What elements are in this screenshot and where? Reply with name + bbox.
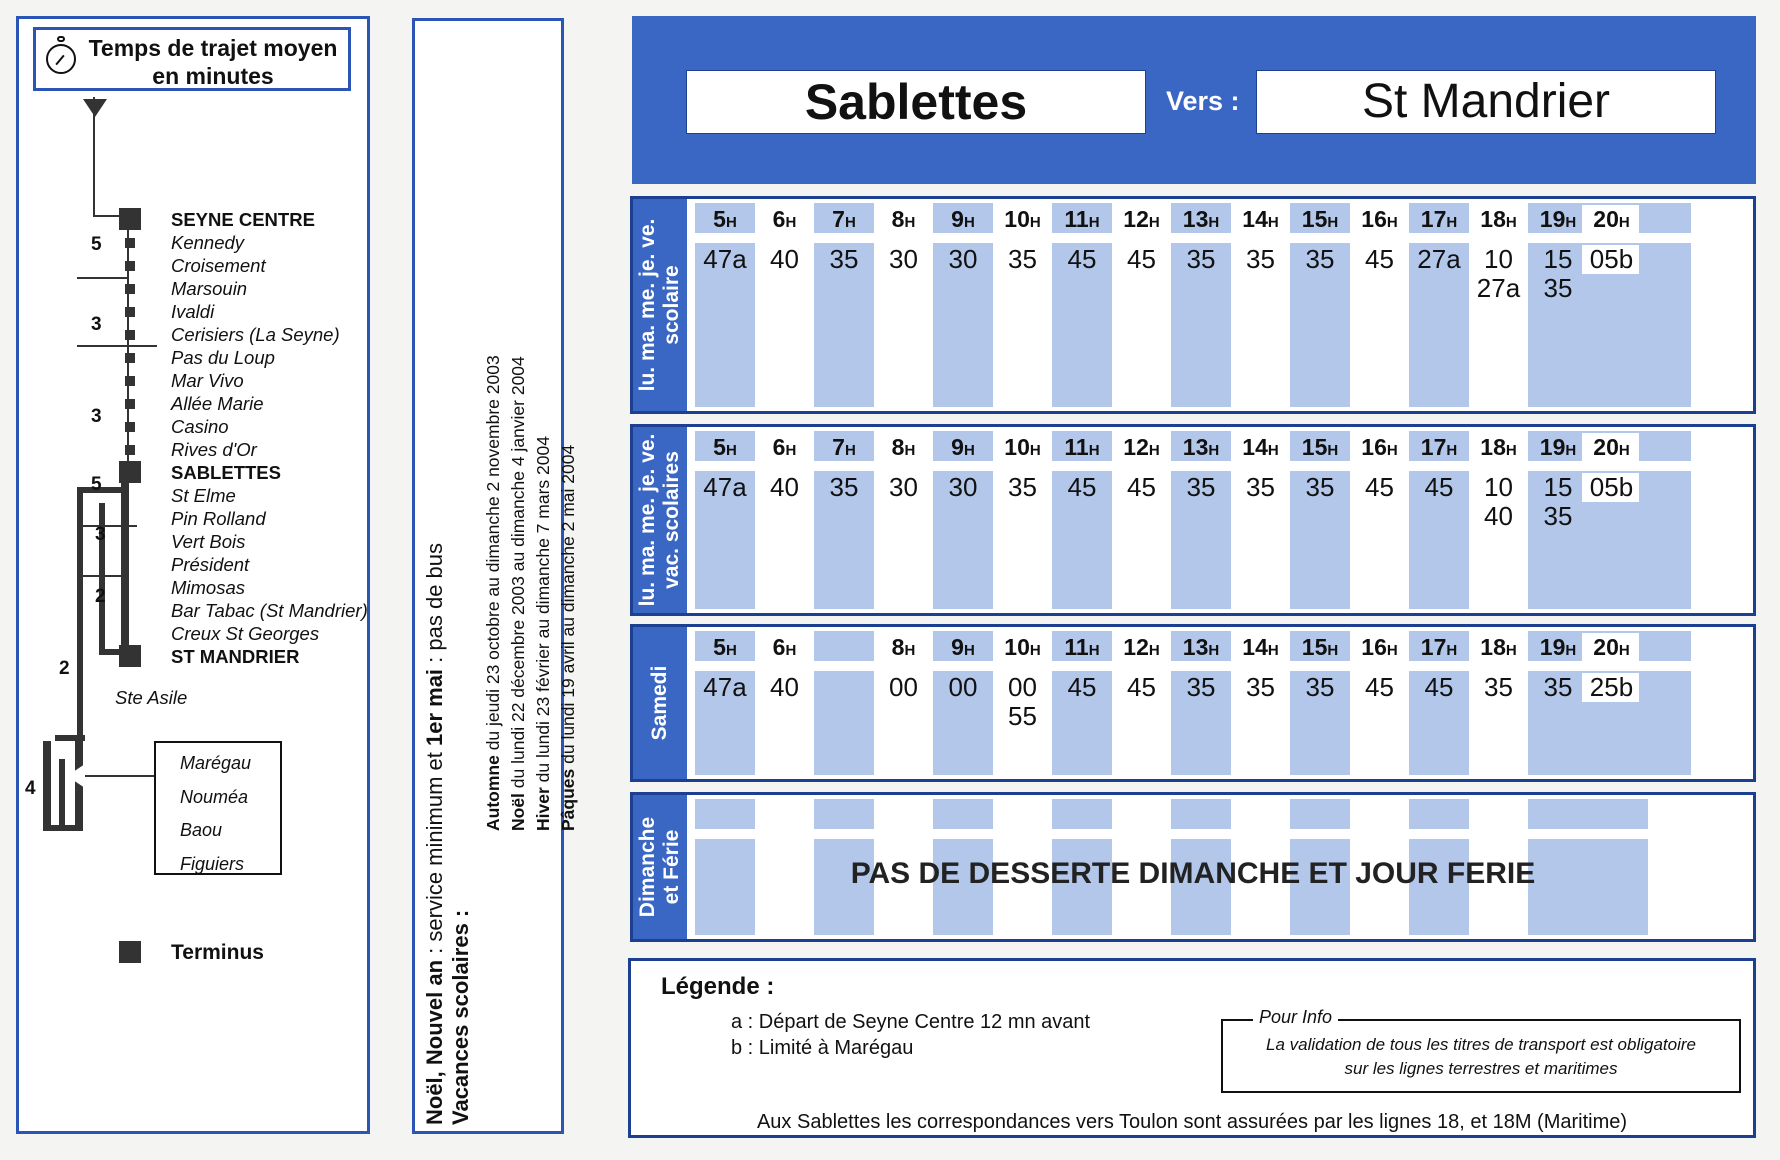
departure-minutes: 47a — [703, 672, 747, 702]
hour-header: 19H — [1539, 206, 1577, 232]
hour-header: 14H — [1242, 206, 1279, 232]
departure-minutes: 45 — [1424, 472, 1454, 502]
hour-header: 17H — [1420, 634, 1458, 660]
notes-panel — [412, 18, 578, 1134]
hour-header: 18H — [1480, 206, 1517, 232]
route-stop: Allée Marie — [171, 393, 264, 414]
row-label-line: scolaire — [660, 265, 683, 345]
branch-stop: Baou — [180, 820, 223, 840]
school-holidays-heading: Vacances scolaires : — [448, 909, 473, 1125]
hour-header: 9H — [951, 634, 975, 660]
route-tick — [77, 525, 137, 527]
route-stop: Marsouin — [171, 278, 248, 299]
departure-minutes: 45 — [1127, 672, 1156, 702]
departure-minutes: 40 — [770, 672, 799, 702]
hour-header: 6H — [772, 634, 797, 660]
holiday-period: Hiver du lundi 23 février au dimanche 7 mars 2004 — [533, 436, 553, 831]
branch-stop: Figuiers — [180, 854, 245, 874]
row-label — [633, 199, 687, 411]
departure-minutes: 47a — [703, 244, 747, 274]
hour-header: 11H — [1064, 206, 1100, 232]
route-stop: Bar Tabac (St Mandrier) — [171, 600, 368, 621]
travel-time-title — [33, 27, 351, 91]
destination-stop: St Mandrier — [1256, 70, 1716, 134]
departure-minutes: 27a — [1417, 244, 1461, 274]
origin-stop: Sablettes — [686, 70, 1146, 134]
travel-duration: 3 — [91, 406, 102, 427]
route-stop: St Elme — [171, 485, 236, 506]
travel-duration: 5 — [91, 234, 102, 255]
vers-label: Vers : — [1166, 86, 1240, 116]
route-stop: Creux St Georges — [171, 623, 320, 644]
legend-a: a : Départ de Seyne Centre 12 mn avant — [731, 1011, 1091, 1033]
hour-header: 7H — [832, 206, 856, 232]
legend-b: b : Limité à Marégau — [731, 1037, 914, 1059]
correspondance-note: Aux Sablettes les correspondances vers Toulon sont assurées par les lignes 18, et 18M (Maritime) — [756, 1111, 1628, 1133]
no-service-text: PAS DE DESSERTE DIMANCHE ET JOUR FERIE — [850, 857, 1536, 890]
schedule-sunday — [630, 792, 1756, 942]
departure-minutes: 00 — [889, 672, 918, 702]
branch-box — [154, 741, 282, 875]
title-line1: Temps de trajet moyen — [88, 35, 338, 61]
departure-minutes: 35 — [1246, 244, 1275, 274]
row-label-line: lu. ma. me. je. ve. — [636, 433, 659, 607]
departure-minutes: 35 — [1008, 244, 1037, 274]
arrow-down-icon — [83, 99, 107, 117]
departure-minutes: 30 — [948, 472, 978, 502]
departure-minutes: 35 — [1008, 472, 1037, 502]
hour-header: 12H — [1123, 434, 1160, 460]
hour-header: 11H — [1064, 434, 1100, 460]
holiday-note: Noël, Nouvel an : service minimum et 1er mai : pas de bus — [422, 542, 447, 1125]
info-title: Pour Info — [1253, 1007, 1338, 1028]
departure-minutes: 10 40 — [1484, 472, 1513, 531]
travel-duration: 3 — [95, 524, 106, 545]
hour-column-shade — [814, 631, 874, 775]
departure-minutes: 35 — [1186, 244, 1216, 274]
info-box — [1221, 1007, 1741, 1093]
route-stop: SEYNE CENTRE — [171, 209, 315, 230]
departure-minutes: 15 35 — [1543, 244, 1573, 303]
stop-marker — [119, 208, 141, 230]
travel-duration: 4 — [25, 778, 36, 799]
terminus-legend-icon — [119, 941, 141, 963]
hour-column-shade — [1639, 431, 1691, 609]
hour-column-shade — [1639, 631, 1691, 775]
departure-minutes: 40 — [770, 472, 799, 502]
hour-header: 20H — [1582, 433, 1642, 465]
row-label-line: lu. ma. me. je. ve. — [636, 218, 659, 392]
branch-stop: Nouméa — [180, 787, 249, 807]
departure-minutes: 35 — [1484, 672, 1513, 702]
departure-minutes: 15 35 — [1543, 472, 1573, 531]
hour-header: 6H — [772, 206, 797, 232]
route-stop: Vert Bois — [171, 531, 246, 552]
route-stop: Croisement — [171, 255, 266, 276]
route-stop: Pas du Loup — [171, 347, 275, 368]
route-line — [99, 649, 129, 655]
route-stop: Pin Rolland — [171, 508, 266, 529]
holiday-period: Automne du jeudi 23 octobre au dimanche 2 novembre 2003 — [483, 355, 503, 831]
route-stop: SABLETTES — [171, 462, 281, 483]
row-label-line: et Férie — [660, 829, 683, 905]
info-line2: sur les lignes terrestres et maritimes — [1344, 1059, 1618, 1078]
stopwatch-icon — [46, 44, 76, 74]
departure-minutes: 45 — [1365, 672, 1394, 702]
hour-header: 13H — [1182, 434, 1220, 460]
hour-header: 9H — [951, 434, 975, 460]
route-stop: Mar Vivo — [171, 370, 244, 391]
hour-header: 6H — [772, 434, 797, 460]
terminus-legend-label: Terminus — [171, 941, 264, 964]
hour-header: 16H — [1361, 206, 1398, 232]
route-stop: Président — [171, 554, 250, 575]
route-stop: ST MANDRIER — [171, 646, 300, 667]
hour-header: 8H — [891, 434, 916, 460]
departure-minutes: 45 — [1127, 472, 1156, 502]
departure-minutes: 35 — [1305, 472, 1335, 502]
departure-minutes: 25b — [1582, 673, 1642, 702]
hour-header: 10H — [1004, 206, 1041, 232]
departure-minutes: 45 — [1424, 672, 1454, 702]
travel-duration: 5 — [91, 474, 102, 495]
hour-header: 10H — [1004, 634, 1041, 660]
route-stop: Mimosas — [171, 577, 246, 598]
hour-header: 10H — [1004, 434, 1041, 460]
hour-header: 18H — [1480, 434, 1517, 460]
arrow-left-icon — [67, 764, 85, 788]
hour-header: 13H — [1182, 206, 1220, 232]
hour-header: 12H — [1123, 634, 1160, 660]
route-tick — [77, 345, 157, 347]
route-tick — [77, 575, 127, 577]
hour-header: 5H — [713, 634, 737, 660]
hour-header: 14H — [1242, 434, 1279, 460]
hour-header: 11H — [1064, 634, 1100, 660]
row-label-line: vac. scolaires — [660, 451, 683, 589]
info-line1: La validation de tous les titres de transport est obligatoire — [1266, 1035, 1696, 1054]
departure-minutes: 47a — [703, 472, 747, 502]
row-label-line: Dimanche — [636, 816, 659, 918]
holiday-period: Noël du lundi 22 décembre 2003 au dimanche 4 janvier 2004 — [508, 356, 528, 831]
route-line — [43, 741, 51, 831]
row-label-line: Samedi — [648, 665, 671, 741]
travel-duration: 3 — [91, 314, 102, 335]
route-stop: Rives d'Or — [171, 439, 257, 460]
departure-minutes: 05b — [1582, 473, 1642, 502]
hour-header: 5H — [713, 206, 737, 232]
departure-minutes: 35 — [1186, 672, 1216, 702]
departure-minutes: 45 — [1067, 672, 1097, 702]
departure-minutes: 45 — [1067, 472, 1097, 502]
departure-minutes: 00 55 — [1008, 672, 1037, 731]
hour-header: 16H — [1361, 634, 1398, 660]
schedule-weekday-school — [630, 196, 1756, 414]
hour-header: 13H — [1182, 634, 1220, 660]
departure-minutes: 05b — [1582, 245, 1642, 274]
legend-title: Légende : — [661, 973, 775, 1000]
hour-header: 19H — [1539, 634, 1577, 660]
departure-minutes: 35 — [1305, 244, 1335, 274]
hour-header: 20H — [1582, 205, 1642, 237]
holiday-period: Pâques du lundi 19 avril au dimanche 2 mai 2004 — [558, 444, 578, 831]
departure-minutes: 30 — [948, 244, 978, 274]
route-tick — [77, 277, 127, 279]
departure-minutes: 35 — [829, 472, 859, 502]
title-line2: en minutes — [152, 63, 274, 89]
hour-header: 20H — [1582, 633, 1642, 665]
departure-minutes: 30 — [889, 244, 918, 274]
route-stop: Casino — [171, 416, 229, 437]
timetable-header — [632, 16, 1756, 184]
hour-header: 17H — [1420, 434, 1458, 460]
route-stop: Cerisiers (La Seyne) — [171, 324, 340, 345]
hour-header: 8H — [891, 634, 916, 660]
route-stop: Kennedy — [171, 232, 245, 253]
hour-header: 15H — [1301, 434, 1339, 460]
branch-arrow-line — [79, 775, 155, 777]
schedule-weekday-holidays — [630, 424, 1756, 616]
departure-minutes: 45 — [1127, 244, 1156, 274]
departure-minutes: 35 — [829, 244, 859, 274]
hour-header: 12H — [1123, 206, 1160, 232]
travel-duration: 2 — [59, 658, 70, 679]
hour-header: 15H — [1301, 206, 1339, 232]
route-stop: Ivaldi — [171, 301, 215, 322]
hour-header: 14H — [1242, 634, 1279, 660]
departure-minutes: 40 — [770, 244, 799, 274]
departure-minutes: 35 — [1246, 672, 1275, 702]
departure-minutes: 45 — [1067, 244, 1097, 274]
hour-header: 9H — [951, 206, 975, 232]
row-label — [633, 627, 687, 779]
departure-minutes: 35 — [1543, 672, 1573, 702]
hour-header: 15H — [1301, 634, 1339, 660]
travel-time-panel — [16, 16, 370, 1134]
route-line — [127, 229, 129, 469]
travel-duration: 2 — [95, 586, 106, 607]
hour-header: 19H — [1539, 434, 1577, 460]
legend-box — [628, 958, 1756, 1138]
departure-minutes: 35 — [1186, 472, 1216, 502]
departure-minutes: 00 — [948, 672, 978, 702]
hour-header: 18H — [1480, 634, 1517, 660]
schedule-saturday — [630, 624, 1756, 782]
hour-header: 16H — [1361, 434, 1398, 460]
departure-minutes: 30 — [889, 472, 918, 502]
departure-minutes: 45 — [1365, 472, 1394, 502]
route-line — [93, 215, 121, 217]
branch-stop: Marégau — [180, 753, 252, 773]
hour-header: 17H — [1420, 206, 1458, 232]
hour-header: 5H — [713, 434, 737, 460]
row-label — [633, 427, 687, 613]
route-line — [121, 471, 129, 661]
departure-minutes: 35 — [1305, 672, 1335, 702]
departure-minutes: 35 — [1246, 472, 1275, 502]
hour-column-shade — [1639, 203, 1691, 407]
departure-minutes: 10 27a — [1476, 244, 1521, 303]
departure-minutes: 45 — [1365, 244, 1394, 274]
hour-header: 7H — [832, 434, 856, 460]
hour-header: 8H — [891, 206, 916, 232]
route-stop-ste-asile: Ste Asile — [115, 687, 188, 708]
route-line — [59, 759, 65, 825]
